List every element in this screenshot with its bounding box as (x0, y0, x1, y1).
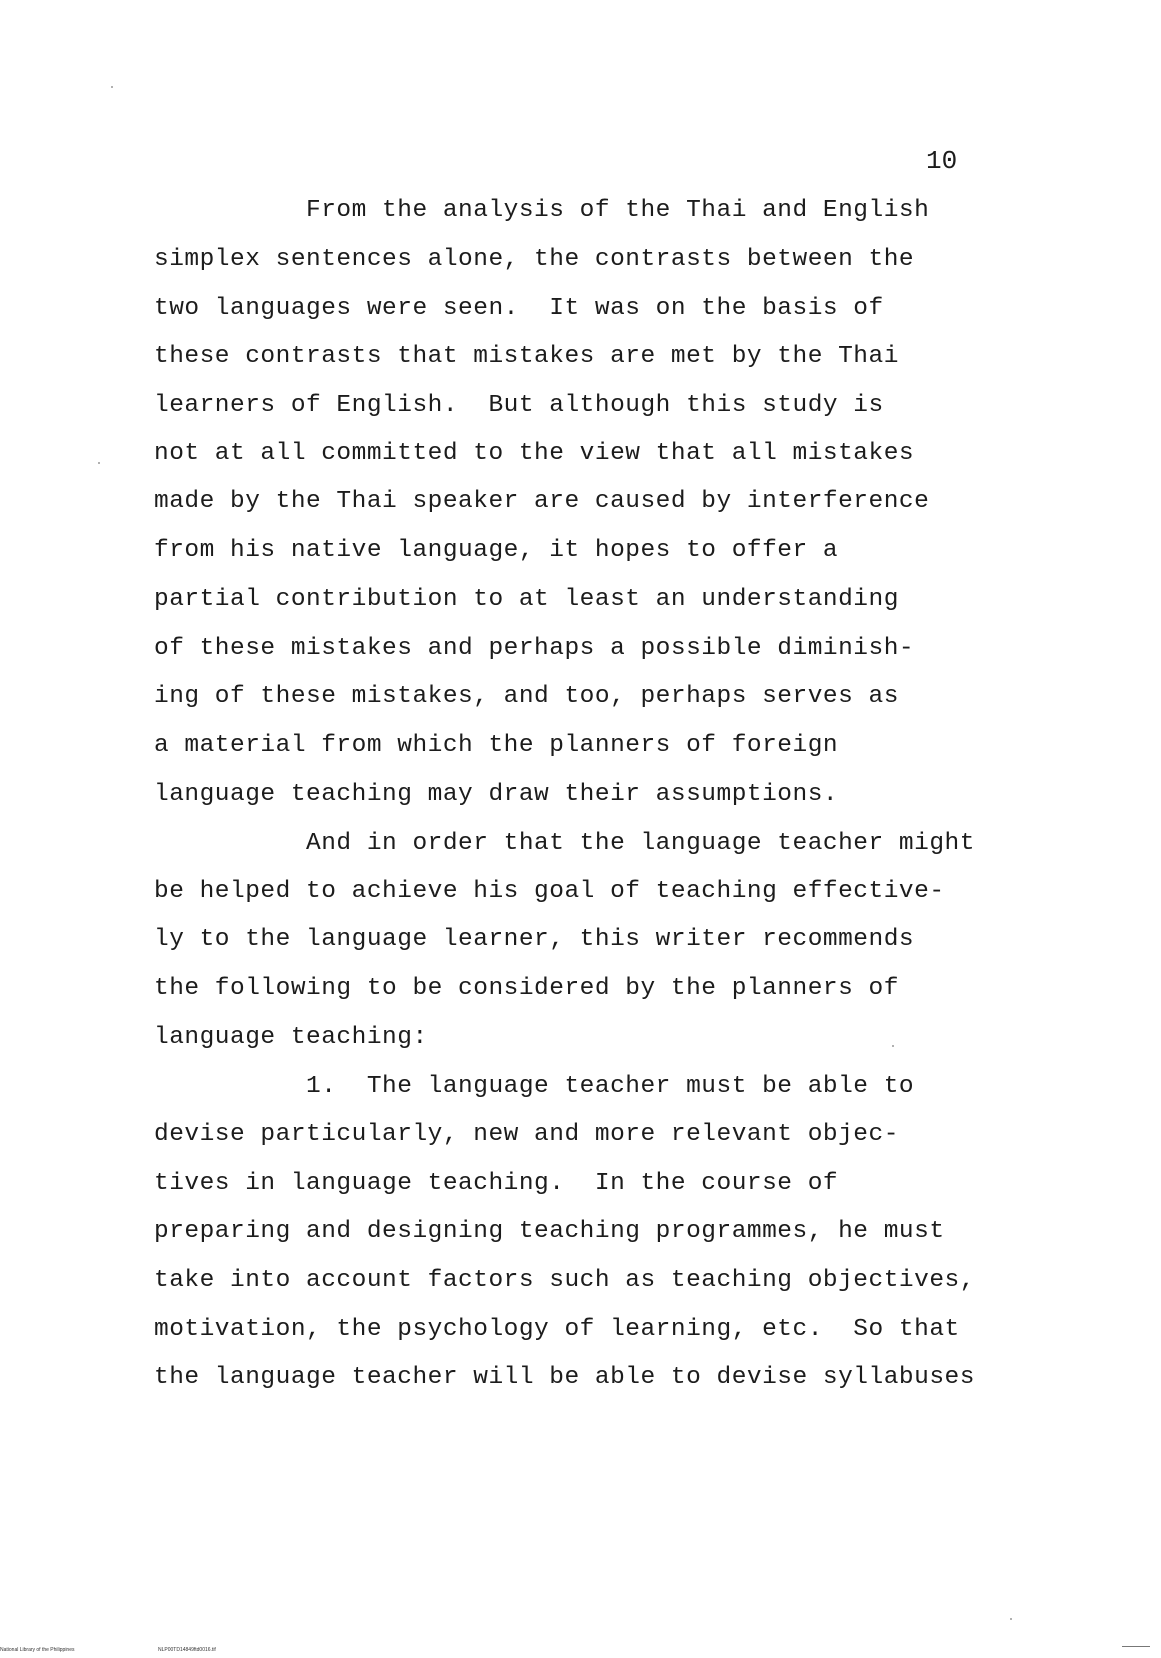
text-line: take into account factors such as teaching objectives, (154, 1267, 975, 1294)
text-line: from his native language, it hopes to offer a (154, 537, 839, 564)
scan-mark (1122, 1646, 1150, 1647)
text-line: these contrasts that mistakes are met by the Thai (154, 343, 899, 370)
text-line: devise particularly, new and more relevant objec- (154, 1121, 899, 1148)
scan-speck (1010, 1618, 1012, 1620)
text-line: the following to be considered by the planners of (154, 975, 899, 1002)
text-line: the language teacher will be able to devise syllabuses (154, 1364, 975, 1391)
text-line: From the analysis of the Thai and English (154, 197, 930, 224)
footer-library: National Library of the Philippines (0, 1647, 75, 1653)
text-line: simplex sentences alone, the contrasts between the (154, 246, 915, 273)
text-line: 1. The language teacher must be able to (154, 1073, 915, 1100)
text-line: language teaching: (154, 1024, 428, 1051)
footer-filename: NLP00TD14849ftd0016.tif (158, 1647, 216, 1653)
text-line: language teaching may draw their assumptions. (154, 781, 839, 808)
text-line: tives in language teaching. In the course of (154, 1170, 839, 1197)
text-line: And in order that the language teacher might (154, 830, 975, 857)
text-line: be helped to achieve his goal of teaching effective- (154, 878, 945, 905)
text-line: partial contribution to at least an understanding (154, 586, 899, 613)
text-line: ly to the language learner, this writer recommends (154, 926, 915, 953)
page-number: 10 (926, 146, 958, 176)
text-line: made by the Thai speaker are caused by interference (154, 488, 930, 515)
text-line: motivation, the psychology of learning, etc. So that (154, 1316, 960, 1343)
text-line: of these mistakes and perhaps a possible diminish- (154, 635, 915, 662)
scan-speck (111, 86, 113, 88)
scan-speck (98, 462, 100, 464)
text-line: preparing and designing teaching programmes, he must (154, 1218, 945, 1245)
text-line: two languages were seen. It was on the basis of (154, 295, 884, 322)
text-line: a material from which the planners of foreign (154, 732, 839, 759)
text-line: learners of English. But although this study is (154, 392, 884, 419)
text-line: not at all committed to the view that all mistakes (154, 440, 915, 467)
scan-speck (892, 1045, 894, 1047)
text-line: ing of these mistakes, and too, perhaps serves as (154, 683, 899, 710)
